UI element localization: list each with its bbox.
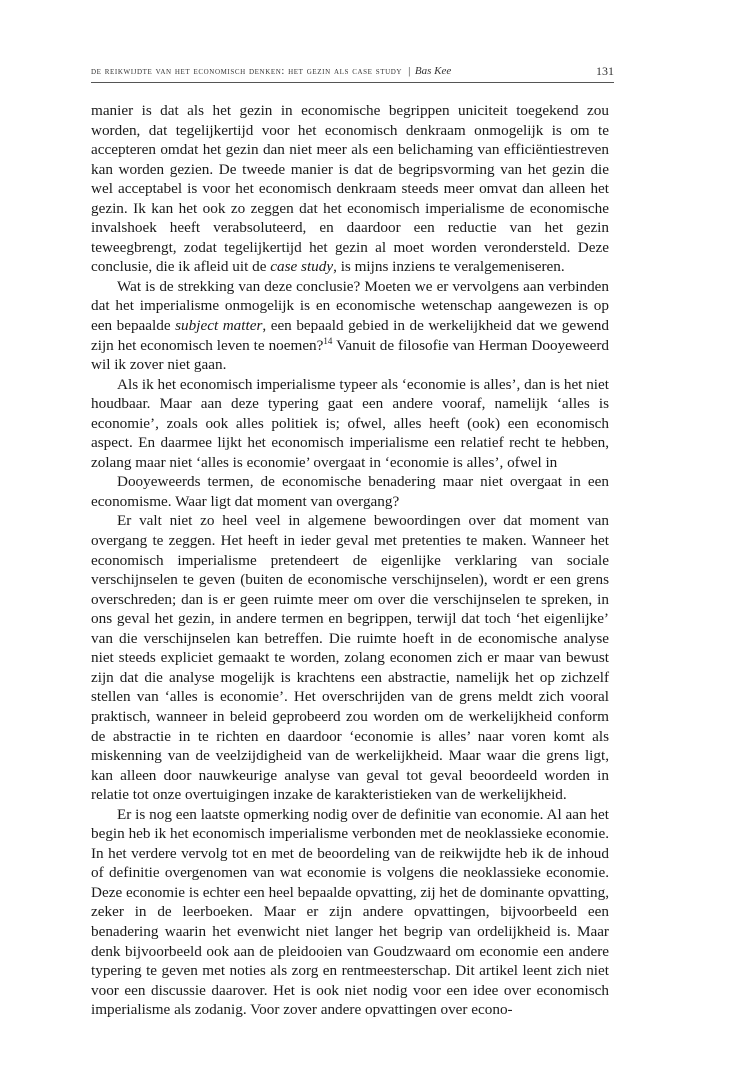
- paragraph-1-text-b: , is mijns inziens te veralgemeniseren.: [333, 258, 565, 276]
- header-author: Bas Kee: [414, 65, 452, 77]
- body-text: [91, 101, 609, 1020]
- paragraph-1-text-a: manier is dat als het gezin in economische begrippen uniciteit toegekend zou worden, dat tegelijkertijd voor het economisch denkraam onmogelijk is om te accepteren omdat het gezin dan niet meer als een belichaming van efficiëntiestreven kan worden gezien. De tweede manier is dat de begripsvorming van het gezin die wel acceptabel is voor het economisch denkraam steeds meer omvat dan alleen het gezin. Ik kan het ook zo zeggen dat het economisch imperialisme de economische invalshoek heeft verabsoluteerd, en daardoor een reductie van het gezin teweegbrengt, zodat tegelijkertijd het gezin al moet worden verondersteld. Deze conclusie, die ik afleid uit de: [91, 102, 609, 276]
- header-rule: [91, 82, 614, 83]
- footnote-marker-14: 14: [323, 335, 333, 346]
- paragraph-5: Er is nog een laatste opmerking nodig over de definitie van economie. Al aan het begin heb ik het economisch imperialisme verbonden met de neoklassieke economie. In het verdere vervolg tot en met de beoordeling van de reikwijdte heb ik de inhoud of definitie overgenomen van wat economie is volgens die neoklassieke economie. Deze economie is echter een heel bepaalde opvatting, zij het de dominante opvatting, zeker in de leerboeken. Maar er zijn andere opvattingen, bijvoorbeeld een benadering waarin het evenwicht niet langer het begrip van ordelijkheid is. Maar denk bijvoorbeeld ook aan de pleidooien van Goudzwaard om economie een andere typering te geven met noties als zorg en rentmeesterschap. Dit artikel leent zich niet voor een discussie daarover. Het is ook niet nodig voor een idee over economisch imperialisme als zodanig. Voor zover andere opvattingen over econo-: [91, 805, 609, 1019]
- header-title: de reikwijdte van het economisch denken: het gezin als case study: [91, 66, 403, 77]
- paragraph-2-italic-term: subject matter: [175, 317, 263, 335]
- header-separator: |: [408, 65, 411, 77]
- paragraph-1-italic-term: case study: [270, 258, 334, 276]
- header-title-line: [91, 65, 451, 77]
- page-number: 131: [596, 64, 614, 78]
- paragraph-4: Er valt niet zo heel veel in algemene bewoordingen over dat moment van overgang te zeggen. Het heeft in ieder geval met pretenties te maken. Wanneer het economisch imperialisme pretendeert de eigenlijke verklaring van sociale verschijnselen te geven (buiten de economische verschijnselen), wordt er een grens overschreden; dan is er geen ruimte meer om over die verschijnselen te spreken, in ons geval het gezin, in andere termen en begrippen, terwijl dat toch ‘het eigenlijke’ van die verschijnselen kan betreffen. Die ruimte hoeft in de economische analyse niet steeds expliciet gemaakt te worden, zolang economen zich er maar van bewust zijn dat die analyse mogelijk is krachtens een abstractie, namelijk het op zichzelf stellen van ‘alles is economie’. Het overschrijden van de grens meldt zich vooral praktisch, wanneer in beleid geprobeerd zou worden om de werkelijkheid conform de abstractie in te richten en daardoor ‘economie is alles’ naar voren komt als miskenning van de veelzijdigheid van de werkelijkheid. Maar waar die grens ligt, kan alleen door nauwkeurige analyse van geval tot geval beoordeeld worden in relatie tot onze overtuigingen inzake de karakteristieken van de werkelijkheid.: [91, 512, 609, 804]
- paragraph-1: [91, 101, 609, 277]
- running-header: [91, 63, 614, 81]
- paragraph-2: [91, 277, 609, 375]
- paragraph-3: Als ik het economisch imperialisme typeer als ‘economie is alles’, dan is het niet houdbaar. Maar aan deze typering gaat een andere vooraf, namelijk ‘alles is economie’, zoals ook alles politiek is; ofwel, alles heeft (ook) een economisch aspect. En daarmee lijkt het economisch imperialisme een relatief recht te hebben, zolang maar niet ‘alles is economie’ overgaat in ‘economie is alles’, ofwel in: [91, 375, 609, 471]
- paragraph-2-text-b: , een bepaald gebied in de werkelijkheid dat we gewend zijn het economisch leven te noemen?: [91, 317, 609, 354]
- paragraph-2-text-c: Vanuit de filosofie van Herman Dooyeweerd wil ik zover niet gaan.: [91, 336, 609, 374]
- paragraph-2-text-a: Wat is de strekking van deze conclusie? Moeten we er vervolgens aan verbinden dat het imperialisme onmogelijk is en economische wetenschap aangewezen is op een bepaalde: [91, 277, 609, 335]
- paragraph-3-continued: Dooyeweerds termen, de economische benadering maar niet overgaat in een economisme. Waar ligt dat moment van overgang?: [91, 473, 609, 510]
